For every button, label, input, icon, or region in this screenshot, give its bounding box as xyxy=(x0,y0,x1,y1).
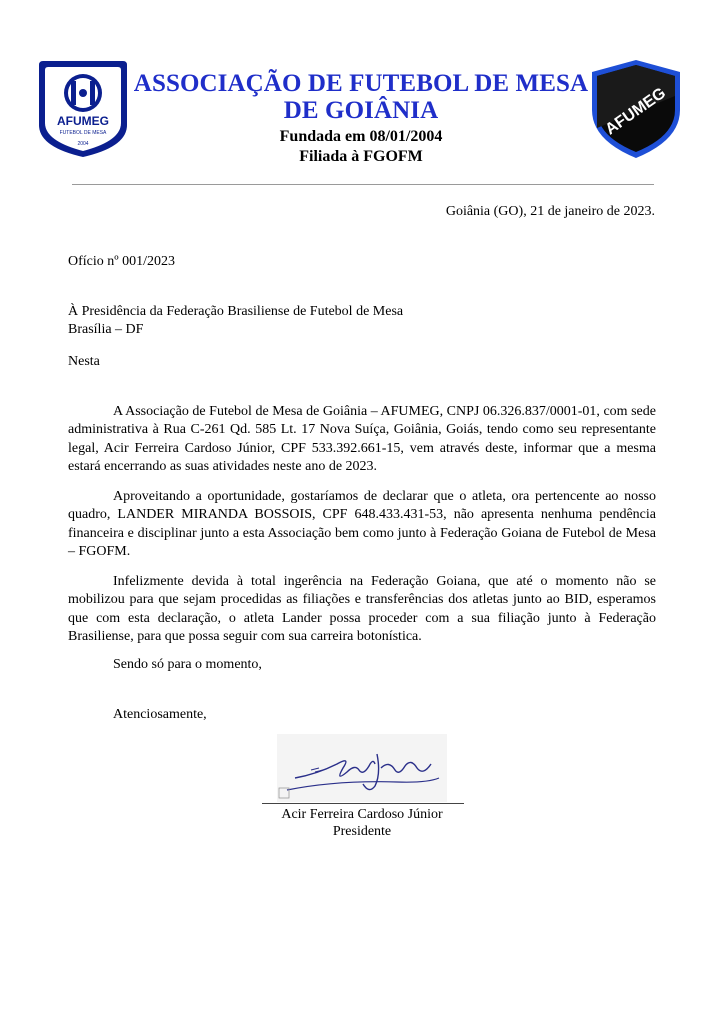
afumeg-logo-left xyxy=(35,55,131,159)
signatory-block xyxy=(230,806,494,840)
left-logo-year: 2004 xyxy=(77,141,89,147)
right-logo-name: AFUMEG xyxy=(602,84,669,139)
paragraph-2: Aproveitando a oportunidade, gostaríamos de declarar que o atleta, ora pertencente ao nosso quadro, LANDER MIRANDA BOSSOIS, CPF 648.433.431-53, não apresenta nenhuma pendência financeira e disciplinar junto a esta Associação bem como junto à Federação Goiana de Futebol de Mesa – FGOFM. xyxy=(68,489,656,560)
paragraph-1: A Associação de Futebol de Mesa de Goiânia – AFUMEG, CNPJ 06.326.837/0001-01, com sede administrativa à Rua C-261 Qd. 585 Lt. 17 Nova Suíça, Goiânia, Goiás, tendo como seu representante legal, Acir Ferreira Cardoso Júnior, CPF 533.392.661-15, vem através deste, informar que a mesma estará encerrando as suas atividades neste ano de 2023. xyxy=(68,404,656,475)
signatory-name: Acir Ferreira Cardoso Júnior xyxy=(281,807,443,822)
header-title xyxy=(130,70,592,124)
founded-date: Fundada em 08/01/2004 xyxy=(279,128,443,145)
affiliation: Filiada à FGOFM xyxy=(299,148,423,165)
header-title-line2: DE GOIÂNIA xyxy=(283,97,439,124)
signature-line xyxy=(262,803,464,804)
header-subtitle xyxy=(130,127,592,167)
recipient-block xyxy=(68,303,403,339)
recipient-line2: Brasília – DF xyxy=(68,322,144,337)
letter-date: Goiânia (GO), 21 de janeiro de 2023. xyxy=(445,204,655,219)
left-logo-subtitle: FUTEBOL DE MESA xyxy=(59,130,107,136)
valediction: Atenciosamente, xyxy=(113,707,207,722)
recipient-line1: À Presidência da Federação Brasiliense de Futebol de Mesa xyxy=(68,304,404,319)
header-title-line1: ASSOCIAÇÃO DE FUTEBOL DE MESA xyxy=(133,70,589,97)
letter-reference: Ofício nº 001/2023 xyxy=(68,254,175,269)
paragraph-3: Infelizmente devida à total ingerência na Federação Goiana, que até o momento não se mobilizou para que sejam procedidas as filiações e transferências dos atletas junto ao BID, esperamos que com esta declaração, o atleta Lander possa proceder com a sua filiação junto à Federação Brasiliense, para que possa seguir com sua carreira botonística. xyxy=(68,574,656,645)
left-logo-name: AFUMEG xyxy=(57,114,109,128)
afumeg-logo-right xyxy=(588,58,684,160)
header-divider xyxy=(72,184,654,185)
closing-line: Sendo só para o momento, xyxy=(113,657,262,672)
salutation: Nesta xyxy=(68,354,100,369)
signatory-role: Presidente xyxy=(332,824,392,839)
handwritten-signature xyxy=(277,734,447,802)
